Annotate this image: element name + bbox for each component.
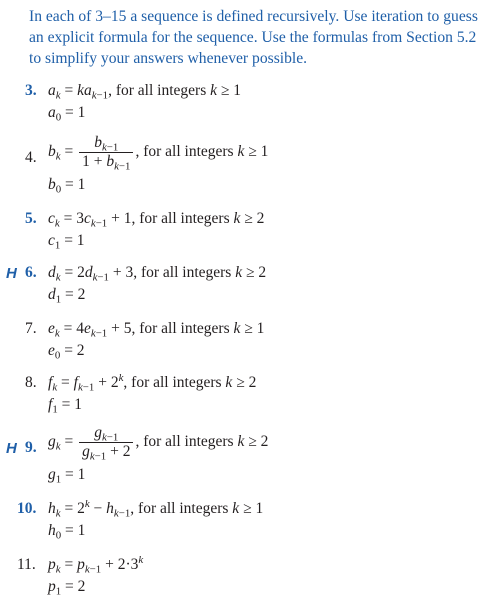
problem-7 [0,320,493,366]
problem-number: 4. [25,149,37,166]
problem-number: 6. [25,264,37,281]
problem-number: 10. [17,500,37,517]
initial-condition: $c_1 = 1$ [48,232,85,252]
problem-number: 7. [25,320,37,337]
initial-condition: $b_0 = 1$ [48,176,86,196]
problem-5 [0,210,493,256]
initial-condition: $p_1 = 2$ [48,578,86,598]
problem-number: 8. [25,374,37,391]
recurrence: $a_k = ka_{k-1}$, for all integers k ≥ 1 [48,82,242,102]
initial-condition: $e_0 = 2$ [48,342,85,362]
initial-condition: $h_0 = 1$ [48,522,86,542]
problem-8 [0,374,493,420]
problem-number: 9. [25,439,37,456]
fraction: $\frac{b_{k-1}}{1 + b_{k-1}}$ [79,134,133,171]
problem-number: 11. [17,556,36,573]
problem-4 [0,134,493,194]
problem-6 [0,264,493,310]
problem-3 [0,82,493,128]
recurrence: $e_k = 4e_{k-1} + 5$, for all integers k ≥ 1 [48,320,265,340]
recurrence: $g_k$ = $\frac{g_{k-1}}{g_{k-1} + 2}$ , for all integers k ≥ 2 [48,424,269,463]
recurrence: $c_k = 3c_{k-1} + 1$, for all integers k ≥ 2 [48,210,265,230]
problem-number: 3. [25,82,37,99]
recurrence: $b_k$ = $\frac{b_{k-1}}{1 + b_{k-1}}$ , for all integers k ≥ 1 [48,134,269,173]
problem-number: 5. [25,210,37,227]
recurrence: $p_k = p_{k-1} + 2\cdot 3^k$ [48,554,144,576]
problem-10 [0,500,493,546]
initial-condition: $f_1 = 1$ [48,396,82,416]
initial-condition: $a_0 = 1$ [48,104,86,124]
hint-mark: H [6,265,17,282]
recurrence: $d_k = 2d_{k-1} + 3$, for all integers k ≥ 2 [48,264,267,284]
hint-mark: H [6,440,17,457]
recurrence: $h_k = 2^k - h_{k-1}$, for all integers k ≥ 1 [48,498,264,520]
fraction: $\frac{g_{k-1}}{g_{k-1} + 2}$ [79,424,133,461]
problem-9 [0,424,493,486]
initial-condition: $d_1 = 2$ [48,286,86,306]
recurrence: $f_k = f_{k-1} + 2^k$, for all integers k ≥ 2 [48,372,257,394]
problem-11 [0,556,493,602]
instructions: In each of 3–15 a sequence is defined recursively. Use iteration to guess an explicit formula for the sequence. Use the formulas from Section 5.2 to simplify your answers whenever possible. [29,8,478,67]
initial-condition: $g_1 = 1$ [48,466,86,486]
